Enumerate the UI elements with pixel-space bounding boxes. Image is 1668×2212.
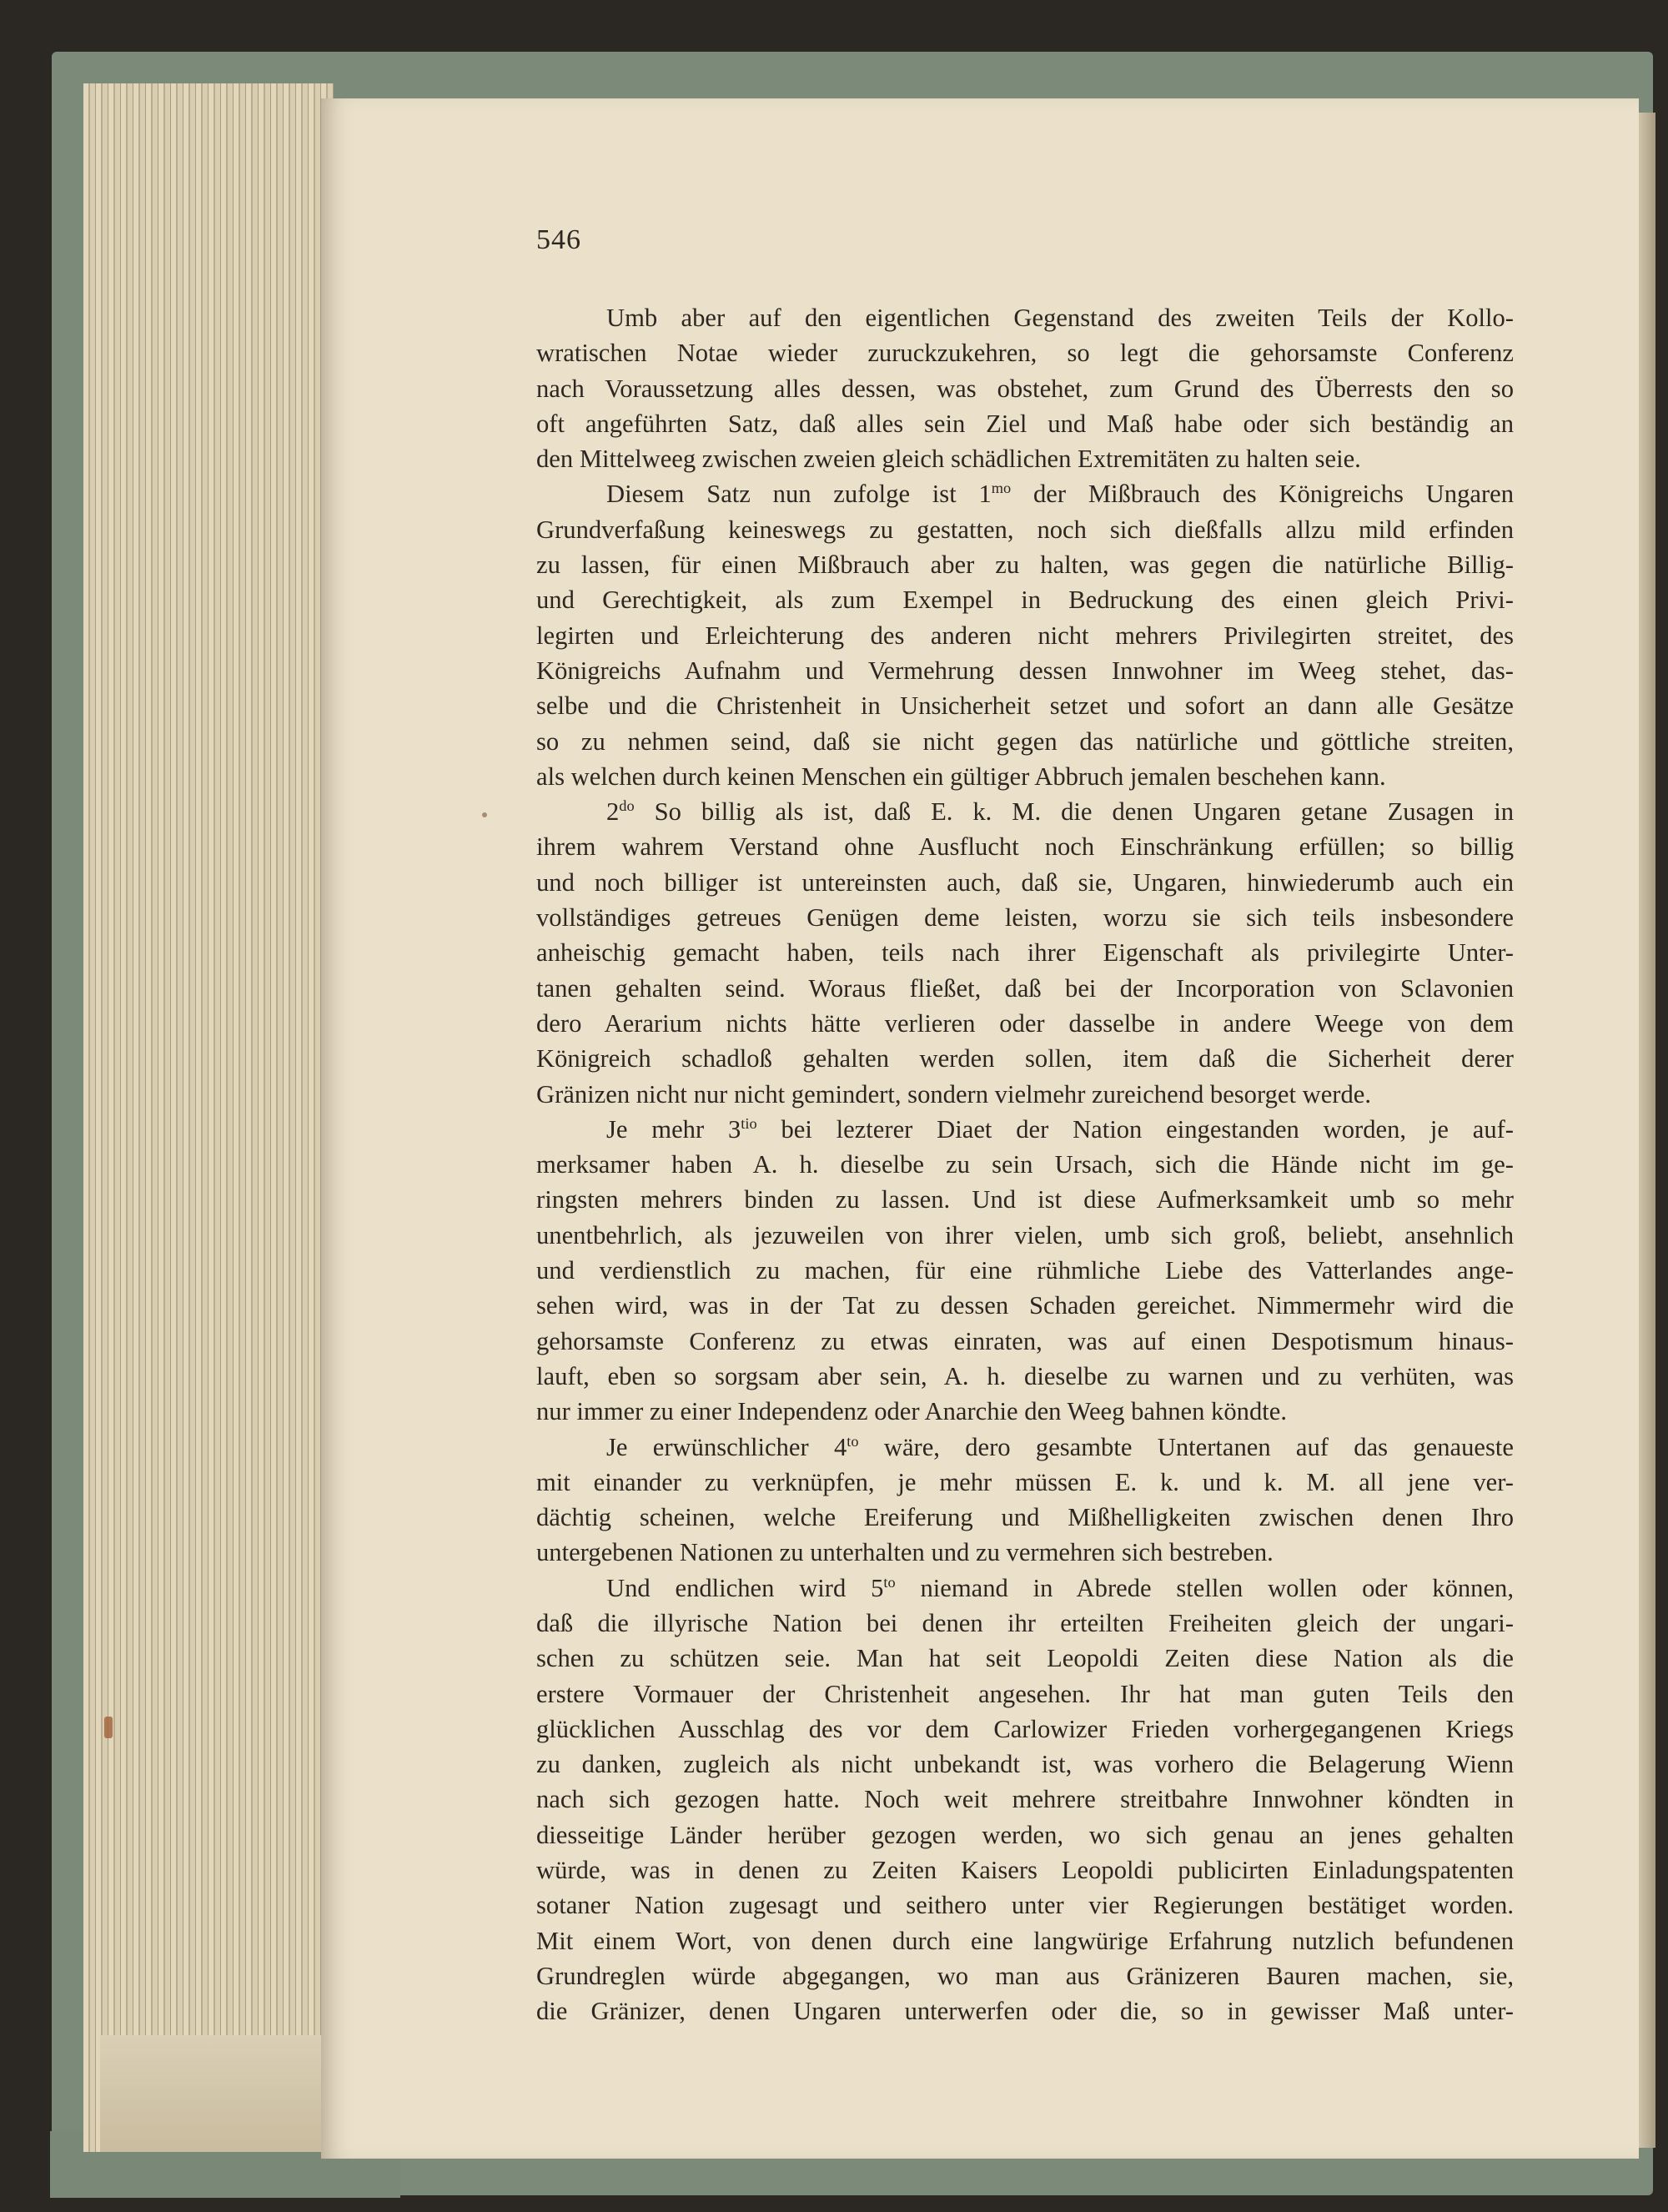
text-line: Grundverfaßung keineswegs zu gestatten, noch sich dießfalls allzu mild erfinden [536, 515, 1514, 544]
text-line: untergebenen Nationen zu unterhalten und zu vermehren sich bestreben. [536, 1538, 1274, 1567]
page-number: 546 [536, 224, 581, 255]
text-line: den Mittelweeg zwischen zweien gleich schädlichen Extremitäten zu halten seie. [536, 445, 1361, 474]
text-line: wratischen Notae wieder zuruckzukehren, so legt die gehorsamste Conferenz [536, 339, 1514, 368]
text-line: selbe und die Christenheit in Unsicherheit setzet und sofort an dann alle Gesätze [536, 691, 1514, 721]
page-stain [104, 1717, 113, 1738]
text-line: nur immer zu einer Independenz oder Anarchie den Weeg bahnen köndte. [536, 1397, 1287, 1426]
text-line: zu lassen, für einen Mißbrauch aber zu halten, was gegen die natürliche Billig- [536, 550, 1514, 580]
text-line: vollständiges getreues Genügen deme leisten, worzu sie sich teils insbesondere [536, 903, 1514, 933]
text-line: diesseitige Länder herüber gezogen werden, wo sich genau an jenes gehalten [536, 1820, 1514, 1849]
text-line: ringsten mehrers binden zu lassen. Und ist diese Aufmerksamkeit umb so mehr [536, 1185, 1514, 1214]
page-content [536, 224, 1514, 2029]
page-edges [83, 83, 334, 2152]
text-line: Diesem Satz nun zufolge ist $1^{mo}$ der Mißbrauch des Königreichs Ungaren [606, 480, 1514, 509]
text-line: nach Voraussetzung alles dessen, was obstehet, zum Grund des Überrests den so [536, 374, 1514, 403]
text-line: dero Aerarium nichts hätte verlieren oder dasselbe in andere Weege von dem [536, 1008, 1514, 1038]
text-line: unentbehrlich, als jezuweilen von ihrer vielen, umb sich groß, beliebt, ansehnlich [536, 1220, 1514, 1249]
text-line: oft angeführten Satz, daß alles sein Ziel und Maß habe oder sich beständig an [536, 409, 1514, 438]
text-line: sotaner Nation zugesagt und seithero unter vier Regierungen bestätiget worden. [536, 1891, 1514, 1920]
text-line: Grundreglen würde abgegangen, wo man aus Gränizeren Bauren machen, sie, [536, 1961, 1514, 1990]
page-edges-bottom [100, 2035, 350, 2152]
text-line: und verdienstlich zu machen, für eine rühmliche Liebe des Vatterlandes ange- [536, 1256, 1514, 1285]
text-line: Mit einem Wort, von denen durch eine langwürige Erfahrung nutzlich befundenen [536, 1926, 1514, 1955]
text-line: legirten und Erleichterung des anderen nicht mehrers Privilegirten streitet, des [536, 621, 1514, 650]
body-text [536, 300, 1514, 2029]
text-line: gehorsamste Conferenz zu etwas einraten, was auf einen Despotismum hinaus- [536, 1326, 1514, 1355]
text-line: tanen gehalten seind. Woraus fließet, daß bei der Incorporation von Sclavonien [536, 973, 1514, 1003]
text-line: ihrem wahrem Verstand ohne Ausflucht noch Einschränkung erfüllen; so billig [536, 832, 1514, 862]
text-line: dächtig scheinen, welche Ereiferung und Mißhelligkeiten zwischen denen Ihro [536, 1503, 1514, 1532]
text-line: mit einander zu verknüpfen, je mehr müssen E. k. und k. M. all jene ver- [536, 1467, 1514, 1496]
text-line: merksamer haben A. h. dieselbe zu sein Ursach, sich die Hände nicht im ge- [536, 1150, 1514, 1179]
pencil-mark [482, 812, 487, 817]
text-line: Je erwünschlicher $4^{to}$ wäre, dero gesambte Untertanen auf das genaueste [606, 1432, 1514, 1461]
text-line: glücklichen Ausschlag des vor dem Carlowizer Frieden vorhergegangenen Kriegs [536, 1714, 1514, 1743]
text-line: Je mehr $3^{tio}$ bei lezterer Diaet der Nation eingestanden worden, je auf- [606, 1114, 1514, 1144]
text-line: Königreich schadloß gehalten werden sollen, item daß die Sicherheit derer [536, 1044, 1514, 1073]
text-line: Umb aber auf den eigentlichen Gegenstand des zweiten Teils der Kollo- [606, 304, 1514, 332]
text-line: die Gränizer, denen Ungaren unterwerfen oder die, so in gewisser Maß unter- [536, 1997, 1514, 2026]
text-line: schen zu schützen seie. Man hat seit Leopoldi Zeiten diese Nation als die [536, 1644, 1514, 1673]
text-line: $2^{do}$ So billig als ist, daß E. k. M. die denen Ungaren getane Zusagen in [606, 797, 1514, 827]
text-line: als welchen durch keinen Menschen ein gültiger Abbruch jemalen beschehen kann. [536, 762, 1386, 791]
text-line: nach sich gezogen hatte. Noch weit mehrere streitbahre Innwohner köndten in [536, 1785, 1514, 1814]
text-line: Gränizen nicht nur nicht gemindert, sondern vielmehr zureichend besorget werde. [536, 1079, 1372, 1109]
text-line: sehen wird, was in der Tat zu dessen Schaden gereichet. Nimmermehr wird die [536, 1291, 1514, 1320]
text-line: und noch billiger ist untereinsten auch, daß sie, Ungaren, hinwiederumb auch ein [536, 867, 1514, 897]
text-line: zu danken, zugleich als nicht unbekandt ist, was vorhero die Belagerung Wienn [536, 1750, 1514, 1779]
text-line: Königreichs Aufnahm und Vermehrung dessen Innwohner im Weeg stehet, das- [536, 656, 1514, 685]
text-line: daß die illyrische Nation bei denen ihr erteilten Freiheiten gleich der ungari- [536, 1608, 1514, 1637]
text-line: anheischig gemacht haben, teils nach ihrer Eigenschaft als privilegirte Unter- [536, 938, 1514, 968]
text-line: lauft, eben so sorgsam aber sein, A. h. dieselbe zu warnen und zu verhüten, was [536, 1361, 1514, 1390]
text-line: würde, was in denen zu Zeiten Kaisers Leopoldi publicirten Einladungspatenten [536, 1856, 1514, 1885]
text-line: so zu nehmen seind, daß sie nicht gegen das natürliche und göttliche streiten, [536, 726, 1514, 756]
text-line: und Gerechtigkeit, als zum Exempel in Bedruckung des einen gleich Privi- [536, 586, 1514, 615]
text-line: Und endlichen wird $5^{to}$ niemand in Abrede stellen wollen oder können, [606, 1573, 1514, 1602]
text-line: erstere Vormauer der Christenheit angesehen. Ihr hat man guten Teils den [536, 1679, 1514, 1708]
